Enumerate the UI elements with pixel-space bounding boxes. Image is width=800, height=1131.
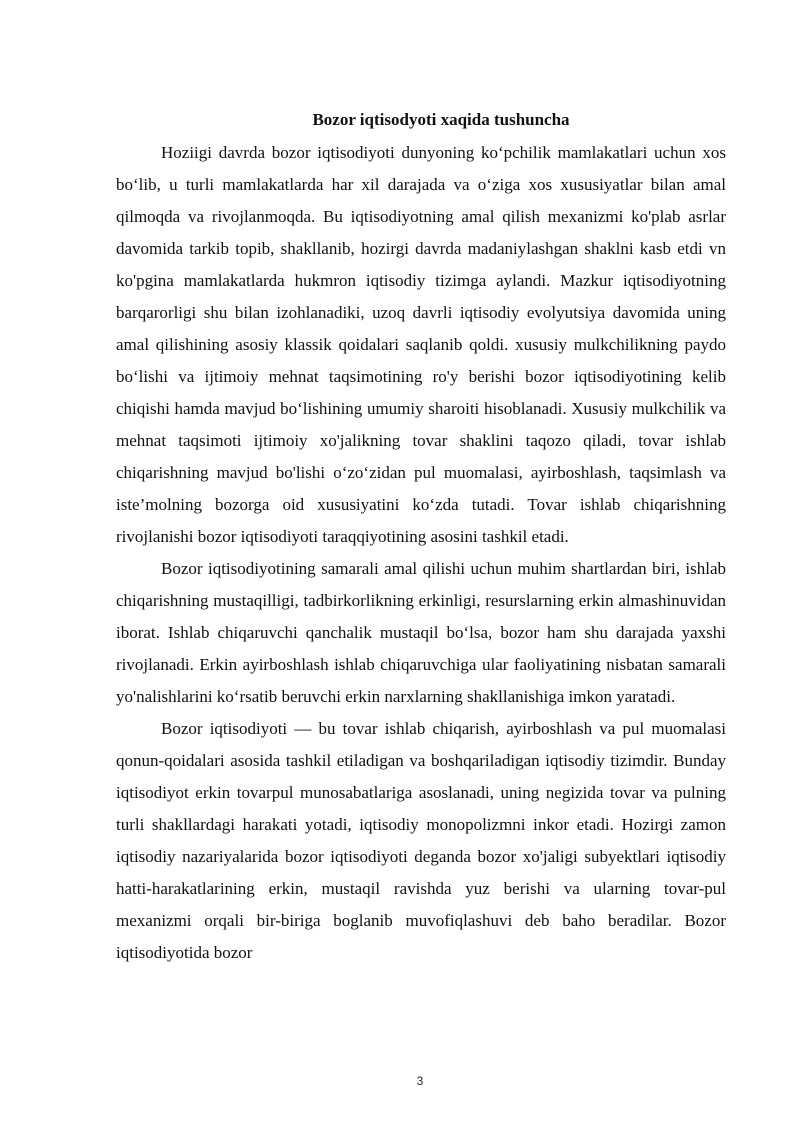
document-title: Bozor iqtisodyoti xaqida tushuncha [312, 110, 570, 129]
paragraph-2: Bozor iqtisodiyotining samarali amal qilishi uchun muhim shartlardan biri, ishlab chiqarishning mustaqilligi, tadbirkorlikning erkinligi, resurslarning erkin almashinuvidan iborat. Ishlab chiqaruvchi qanchalik mustaqil bo‘lsa, bozor ham shu darajada yaxshi rivojlanadi. Erkin ayirboshlash ishlab chiqaruvchiga ular faoliyatining nisbatan samarali yo'nalishlarini ko‘rsatib beruvchi erkin narxlarning shakllanishiga imkon yaratadi. [116, 559, 726, 706]
page-number: 3 [416, 1074, 424, 1088]
paragraph-1: Hoziigi davrda bozor iqtisodiyoti dunyoning ko‘pchilik mamlakatlari uchun xos bo‘lib, u turli mamlakatlarda har xil darajada va o‘ziga xos xususiyatlar bilan amal qilmoqda va rivojlanmoqda. Bu iqtisodiyotning amal qilish mexanizmi ko'plab asrlar davomida tarkib topib, shakllanib, hozirgi davrda madaniylashgan shaklni kasb etdi vn ko'pgina mamlakatlarda hukmron iqtisodiy tizimga aylandi. Mazkur iqtisodiyotning barqarorligi shu bilan izohlanadiki, uzoq davrli iqtisodiy evolyutsiya davomida uning amal qilishining asosiy klassik qoidalari saqlanib qoldi. xususiy mulkchilikning paydo bo‘lishi va ijtimoiy mehnat taqsimotining ro'y berishi bozor iqtisodiyotining kelib chiqishi hamda mavjud bo‘lishining umumiy sharoiti hisoblanadi. Xususiy mulkchilik va mehnat taqsimoti ijtimoiy xo'jalikning tovar shaklini taqozo qiladi, tovar ishlab chiqarishning mavjud bo'lishi o‘zo‘zidan pul muomalasi, ayirboshlash, taqsimlash va iste’molning bozorga oid xususiyatini ko‘zda tutadi. Tovar ishlab chiqarishning rivojlanishi bozor iqtisodiyoti taraqqiyotining asosini tashkil etadi. [116, 143, 726, 546]
paragraph-3: Bozor iqtisodiyoti — bu tovar ishlab chiqarish, ayirboshlash va pul muomalasi qonun-qoidalari asosida tashkil etiladigan va boshqariladigan iqtisodiy tizimdir. Bunday iqtisodiyot erkin tovarpul munosabatlariga asoslanadi, uning negizida tovar va pulning turli shakllardagi harakati yotadi, iqtisodiy monopolizmni inkor etadi. Hozirgi zamon iqtisodiy nazariyalarida bozor iqtisodiyoti deganda bozor xo'jaligi subyektlari iqtisodiy hatti-harakatlarining erkin, mustaqil ravishda yuz berishi va ularning tovar-pul mexanizmi orqali bir-biriga boglanib muvofiqlashuvi deb baho beradilar. Bozor iqtisodiyotida bozor [116, 719, 726, 962]
document-body [116, 110, 726, 969]
